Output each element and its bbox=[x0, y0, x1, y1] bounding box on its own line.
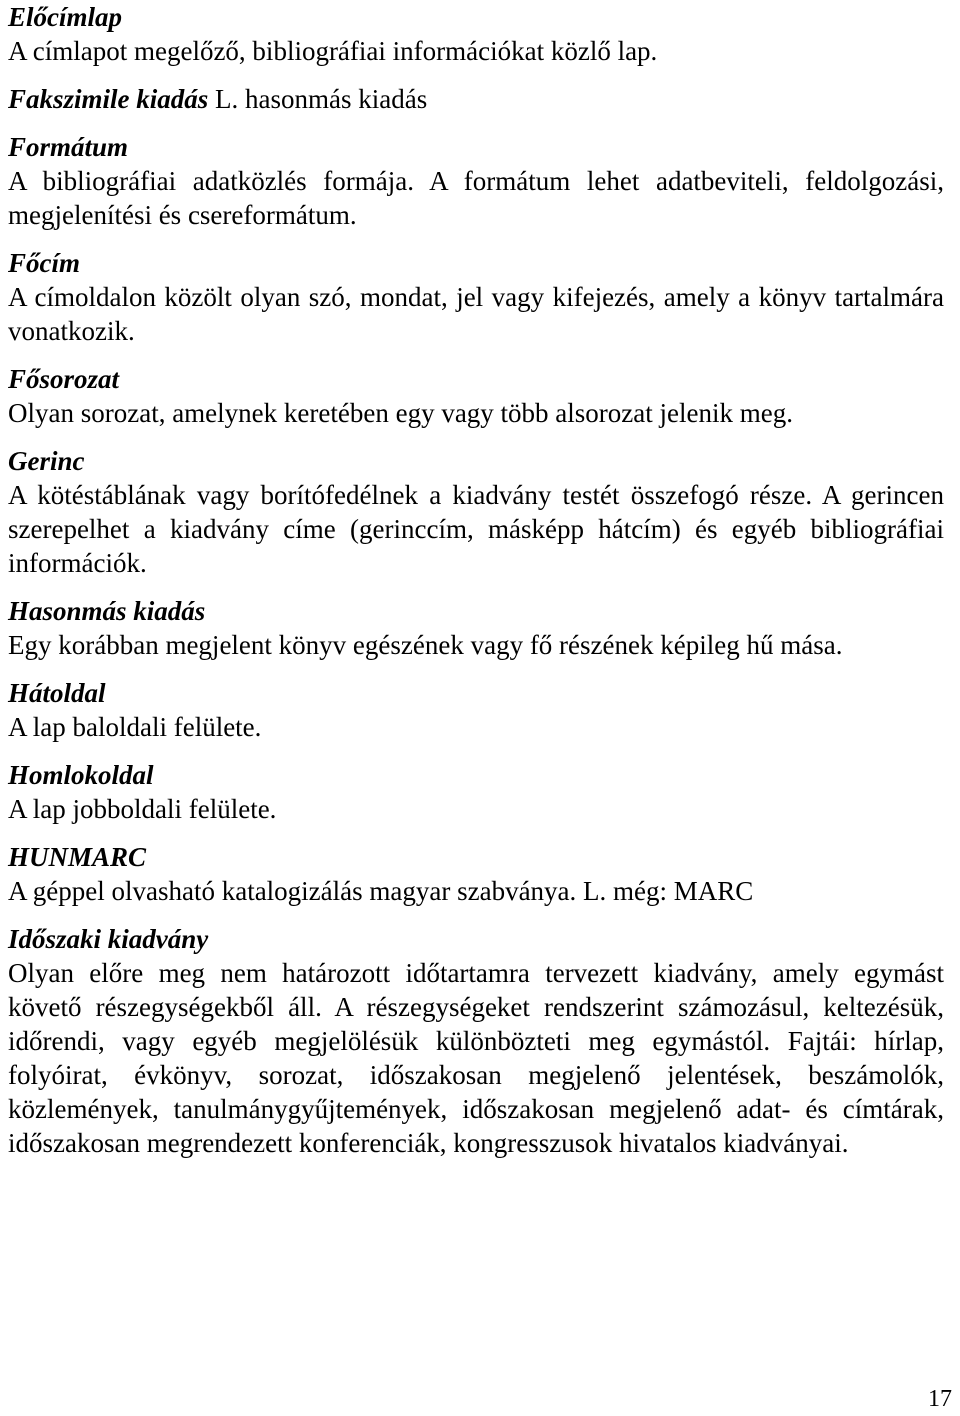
glossary-term: Főcím bbox=[8, 248, 80, 278]
glossary-definition: A kötéstáblának vagy borítófedélnek a kiadvány testét összefogó része. A gerincen szerepelhet a kiadvány címe (gerinccím, másképp hátcím) és egyéb bibliográfiai információk. bbox=[8, 480, 944, 578]
glossary-entry-idoszaki-kiadvany bbox=[8, 922, 944, 1160]
page-number: 17 bbox=[928, 1386, 952, 1412]
glossary-entry-gerinc bbox=[8, 444, 944, 580]
glossary-term: Előcímlap bbox=[8, 2, 122, 32]
glossary-definition: L. hasonmás kiadás bbox=[208, 84, 428, 114]
glossary-definition: A lap jobboldali felülete. bbox=[8, 794, 277, 824]
glossary-entry-fakszimile-kiadas bbox=[8, 82, 944, 116]
glossary-entry-elocimlap bbox=[8, 0, 944, 68]
glossary-entry-fosorozat bbox=[8, 362, 944, 430]
glossary-definition: A lap baloldali felülete. bbox=[8, 712, 262, 742]
glossary-term: Formátum bbox=[8, 132, 129, 162]
glossary-definition: A géppel olvasható katalogizálás magyar szabványa. L. még: MARC bbox=[8, 876, 754, 906]
glossary-definition: Olyan sorozat, amelynek keretében egy vagy több alsorozat jelenik meg. bbox=[8, 398, 793, 428]
glossary-term: Időszaki kiadvány bbox=[8, 924, 209, 954]
glossary-term: Homlokoldal bbox=[8, 760, 154, 790]
glossary-term: HUNMARC bbox=[8, 842, 147, 872]
glossary-term: Hátoldal bbox=[8, 678, 106, 708]
glossary-term: Hasonmás kiadás bbox=[8, 596, 206, 626]
glossary-definition: Egy korábban megjelent könyv egészének vagy fő részének képileg hű mása. bbox=[8, 630, 843, 660]
glossary-entry-hatoldal bbox=[8, 676, 944, 744]
glossary-entry-hasonmas-kiadas bbox=[8, 594, 944, 662]
glossary-entry-focim bbox=[8, 246, 944, 348]
glossary-line bbox=[8, 82, 944, 116]
glossary-term: Fakszimile kiadás bbox=[8, 84, 209, 114]
glossary-definition: A címlapot megelőző, bibliográfiai információkat közlő lap. bbox=[8, 36, 658, 66]
glossary-entry-hunmarc bbox=[8, 840, 944, 908]
glossary-definition: A bibliográfiai adatközlés formája. A formátum lehet adatbeviteli, feldolgozási, megjelenítési és csereformátum. bbox=[8, 166, 944, 230]
glossary-entry-formatum bbox=[8, 130, 944, 232]
glossary-definition: A címoldalon közölt olyan szó, mondat, jel vagy kifejezés, amely a könyv tartalmára vonatkozik. bbox=[8, 282, 944, 346]
glossary-term: Fősorozat bbox=[8, 364, 120, 394]
glossary-definition: Olyan előre meg nem határozott időtartamra tervezett kiadvány, amely egymást követő részegységekből áll. A részegységeket rendszerint számozásul, keltezésük, időrendi, vagy egyéb megjelölésük különbözteti meg egymástól. Fajtái: hírlap, folyóirat, évkönyv, sorozat, időszakosan megjelenő jelentések, beszámolók, közlemények, tanulmánygyűjtemények, időszakosan megjelenő adat- és címtárak, időszakosan megrendezett konferenciák, kongresszusok hivatalos kiadványai. bbox=[8, 958, 944, 1158]
glossary-entry-homlokoldal bbox=[8, 758, 944, 826]
glossary-term: Gerinc bbox=[8, 446, 85, 476]
glossary-page bbox=[8, 0, 944, 1174]
